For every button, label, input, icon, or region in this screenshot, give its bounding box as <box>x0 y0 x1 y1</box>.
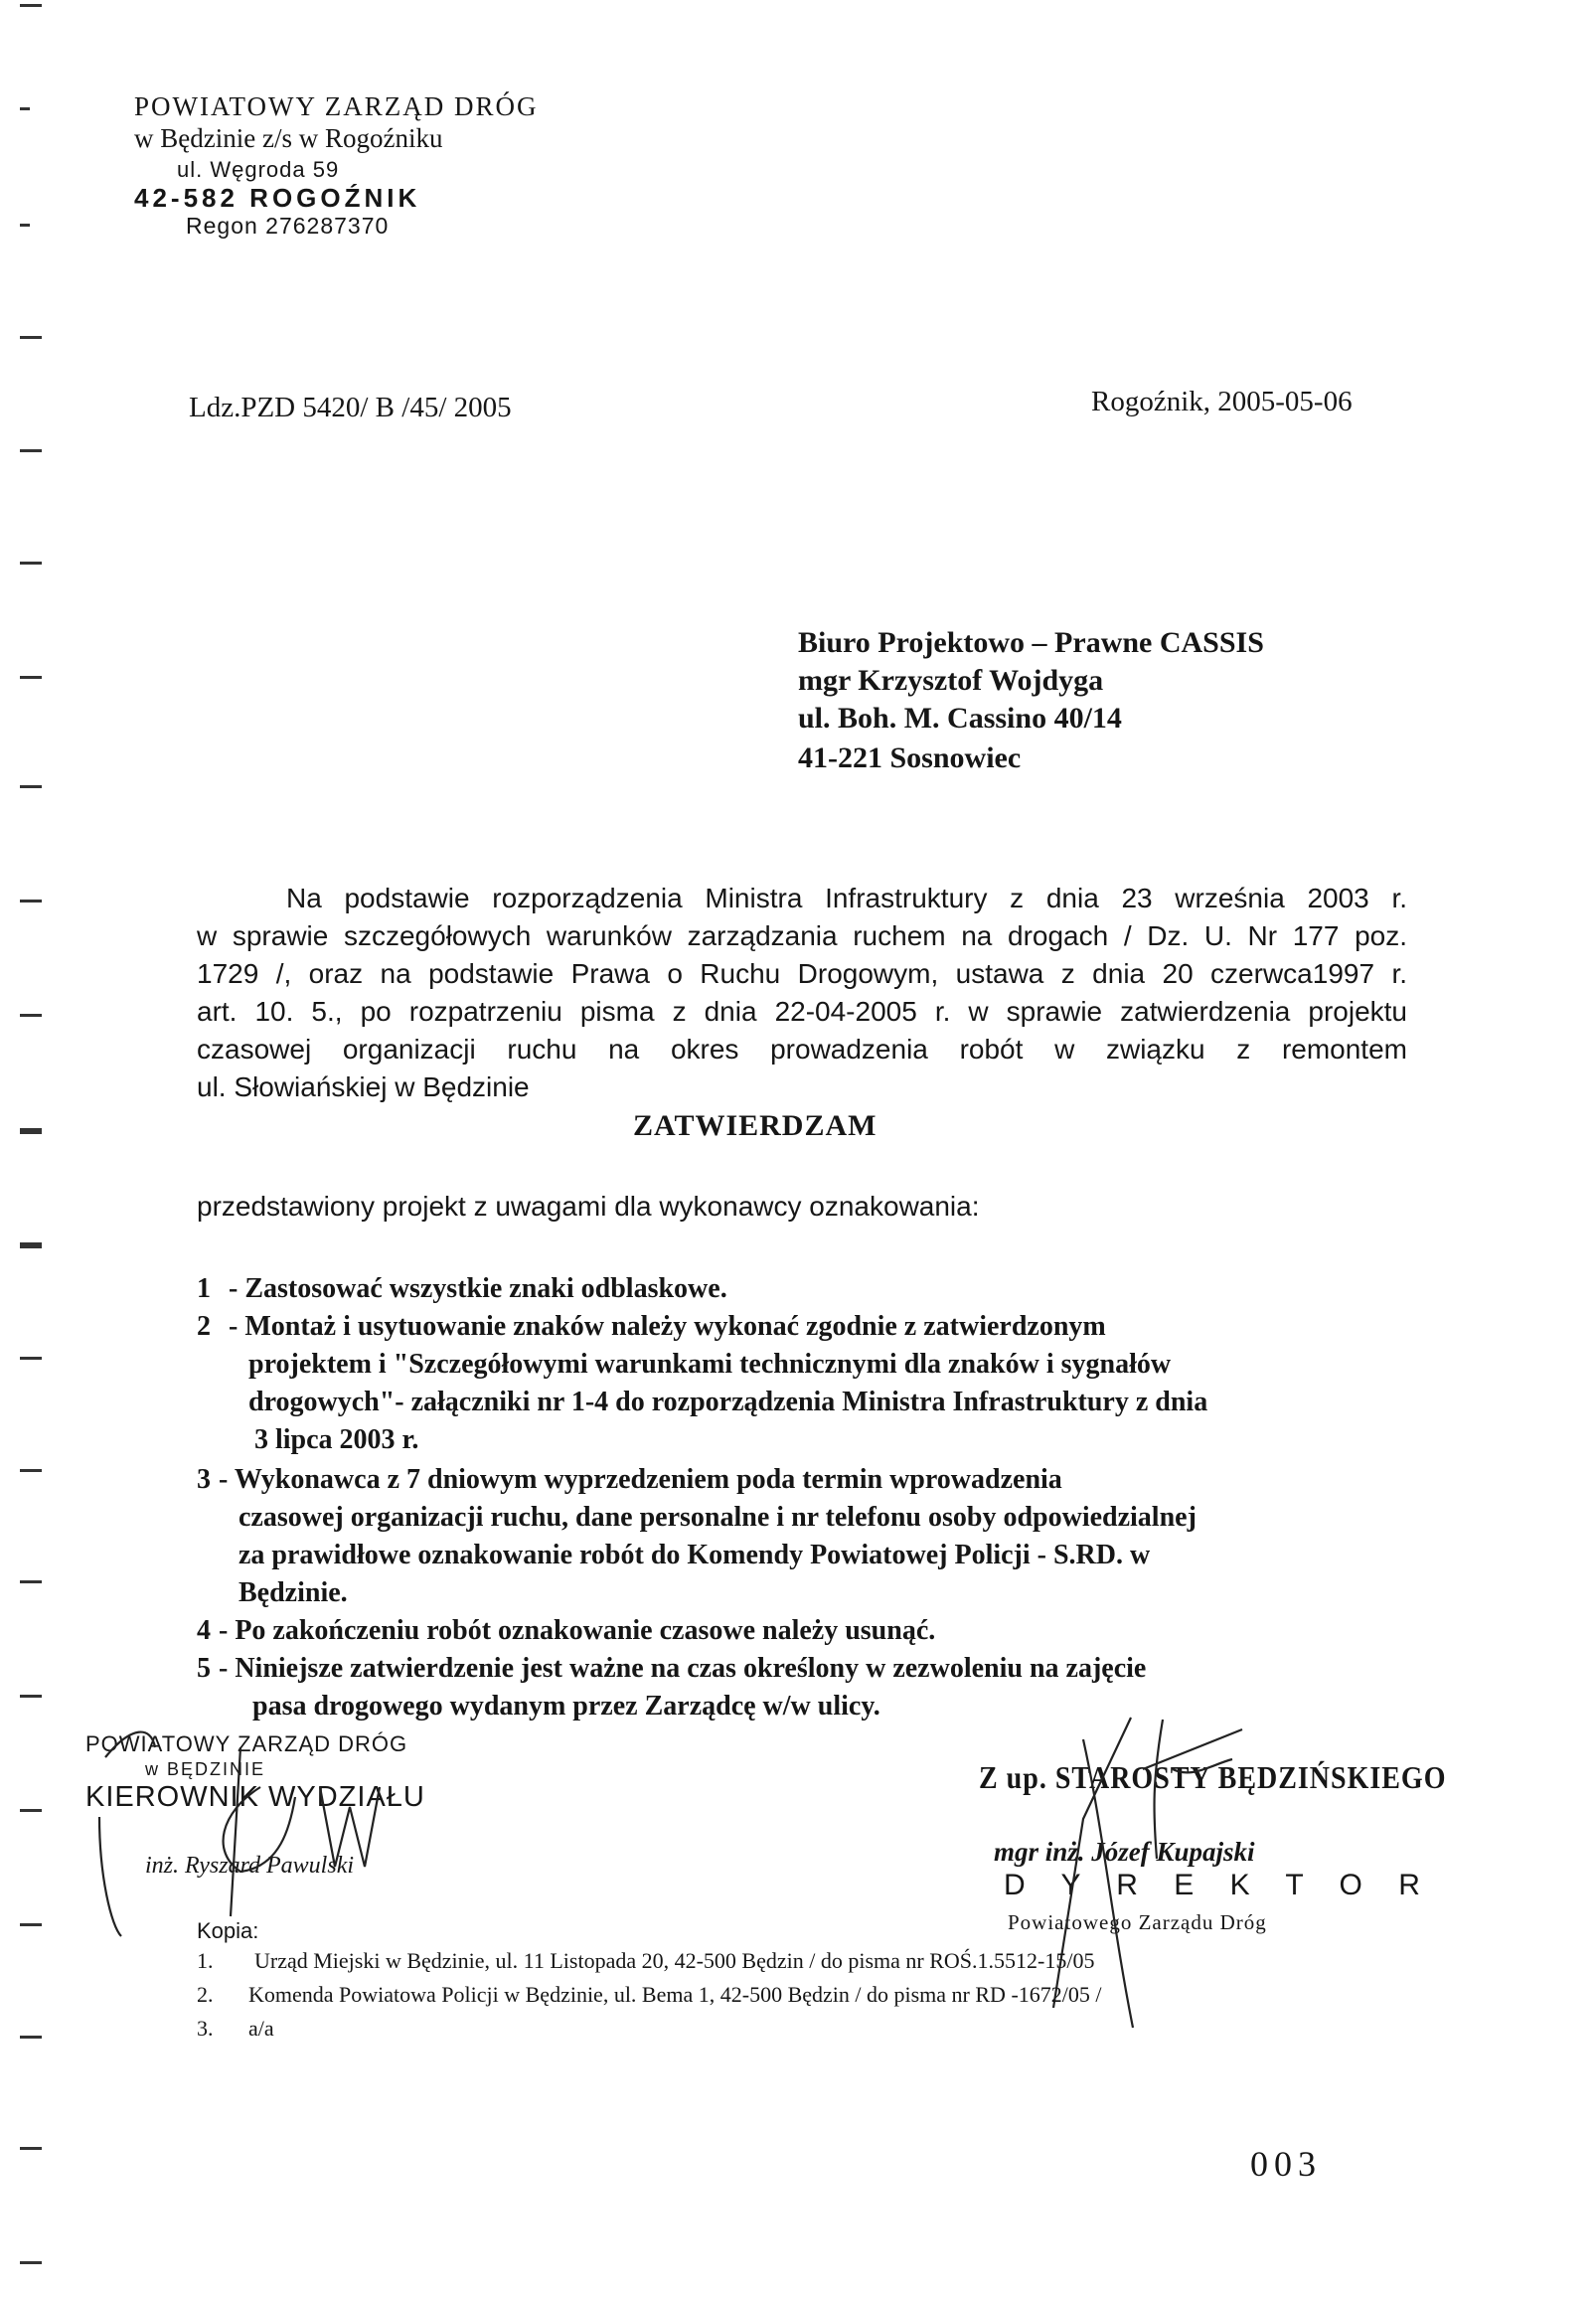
copy-number: 3. <box>197 2016 214 2041</box>
left-stamp-line-3: KIEROWNIK WYDZIAŁU <box>85 1781 425 1813</box>
stamp-line-4: 42-582 ROGOŹNIK <box>134 183 421 213</box>
stamp-line-5: Regon 276287370 <box>186 213 390 239</box>
right-stamp-line-4: Powiatowego Zarządu Dróg <box>1008 1910 1267 1934</box>
copies-label: Kopia: <box>197 1918 259 1943</box>
recipient-line-1: Biuro Projektowo – Prawne CASSIS <box>798 626 1264 659</box>
body-line: Na podstawie rozporządzenia Ministra Infrastruktury z dnia 23 września 2003 r. <box>286 883 1407 913</box>
remark-line: - Montaż i usytuowanie znaków należy wykonać zgodnie z zatwierdzonym <box>229 1311 1106 1342</box>
left-stamp-line-1: POWIATOWY ZARZĄD DRÓG <box>85 1731 408 1756</box>
right-stamp-line-3: D Y R E K T O R <box>1004 1869 1434 1901</box>
copy-text: Komenda Powiatowa Policji w Będzinie, ul. Bema 1, 42-500 Będzin / do pisma nr RD -1672/05 / <box>248 1982 1102 2007</box>
remark-number: 2 <box>197 1311 211 1342</box>
remark-line: Będzinie. <box>239 1577 348 1608</box>
remark-number: 1 <box>197 1273 211 1304</box>
remark-line: - Po zakończeniu robót oznakowanie czasowe należy usunąć. <box>219 1615 936 1646</box>
body-line: 1729 /, oraz na podstawie Prawa o Ruchu Drogowym, ustawa z dnia 20 czerwca1997 r. <box>197 958 1407 989</box>
recipient-line-3: ul. Boh. M. Cassino 40/14 <box>798 702 1122 735</box>
decision-heading: ZATWIERDZAM <box>633 1109 878 1142</box>
reference-number: Ldz.PZD 5420/ B /45/ 2005 <box>189 392 512 423</box>
remark-line: - Zastosować wszystkie znaki odblaskowe. <box>229 1273 727 1304</box>
copy-number: 2. <box>197 1982 214 2007</box>
recipient-line-4: 41-221 Sosnowiec <box>798 741 1022 774</box>
remark-number: 4 <box>197 1615 211 1646</box>
stamp-line-1: POWIATOWY ZARZĄD DRÓG <box>134 91 539 121</box>
remark-line: drogowych"- załączniki nr 1-4 do rozporządzenia Ministra Infrastruktury z dnia <box>248 1387 1208 1417</box>
stamp-line-3: ul. Węgroda 59 <box>177 157 340 182</box>
body-line: ul. Słowiańskiej w Będzinie <box>197 1071 530 1102</box>
right-stamp-line-2: mgr inż. Józef Kupajski <box>994 1837 1255 1867</box>
remarks-intro: przedstawiony projekt z uwagami dla wykonawcy oznakowania: <box>197 1191 980 1222</box>
copy-number: 1. <box>197 1948 214 1973</box>
copy-text: Urząd Miejski w Będzinie, ul. 11 Listopada 20, 42-500 Będzin / do pisma nr ROŚ.1.5512-15/05 <box>254 1948 1095 1973</box>
remark-line: 3 lipca 2003 r. <box>254 1424 419 1455</box>
remark-line: za prawidłowe oznakowanie robót do Komendy Powiatowej Policji - S.RD. w <box>239 1540 1151 1570</box>
page-number: 003 <box>1250 2144 1322 2184</box>
body-line: w sprawie szczegółowych warunków zarządzania ruchem na drogach / Dz. U. Nr 177 poz. <box>197 920 1407 951</box>
remark-line: projektem i "Szczegółowymi warunkami technicznymi dla znaków i sygnałów <box>248 1349 1172 1380</box>
remark-number: 5 <box>197 1653 211 1684</box>
body-line: czasowej organizacji ruchu na okres prowadzenia robót w związku z remontem <box>197 1034 1407 1065</box>
left-signature <box>91 1718 449 1946</box>
remark-number: 3 <box>197 1464 211 1495</box>
copy-text: a/a <box>248 2016 274 2041</box>
remark-line: - Niniejsze zatwierdzenie jest ważne na czas określony w zezwoleniu na zajęcie <box>219 1653 1147 1684</box>
right-stamp-line-1: Z up. STAROSTY BĘDZIŃSKIEGO <box>979 1760 1447 1797</box>
remark-line: - Wykonawca z 7 dniowym wyprzedzeniem poda termin wprowadzenia <box>219 1464 1062 1495</box>
stamp-line-2: w Będzinie z/s w Rogoźniku <box>134 123 443 153</box>
remark-line: czasowej organizacji ruchu, dane personalne i nr telefonu osoby odpowiedzialnej <box>239 1502 1197 1533</box>
place-and-date: Rogoźnik, 2005-05-06 <box>1091 386 1353 417</box>
remark-line: pasa drogowego wydanym przez Zarządcę w/w ulicy. <box>252 1691 880 1722</box>
body-line: art. 10. 5., po rozpatrzeniu pisma z dnia 22-04-2005 r. w sprawie zatwierdzenia projektu <box>197 996 1407 1027</box>
recipient-line-2: mgr Krzysztof Wojdyga <box>798 664 1104 697</box>
left-stamp-line-2: w BĘDZINIE <box>145 1759 266 1779</box>
left-stamp-line-4: inż. Ryszard Pawulski <box>145 1853 355 1879</box>
